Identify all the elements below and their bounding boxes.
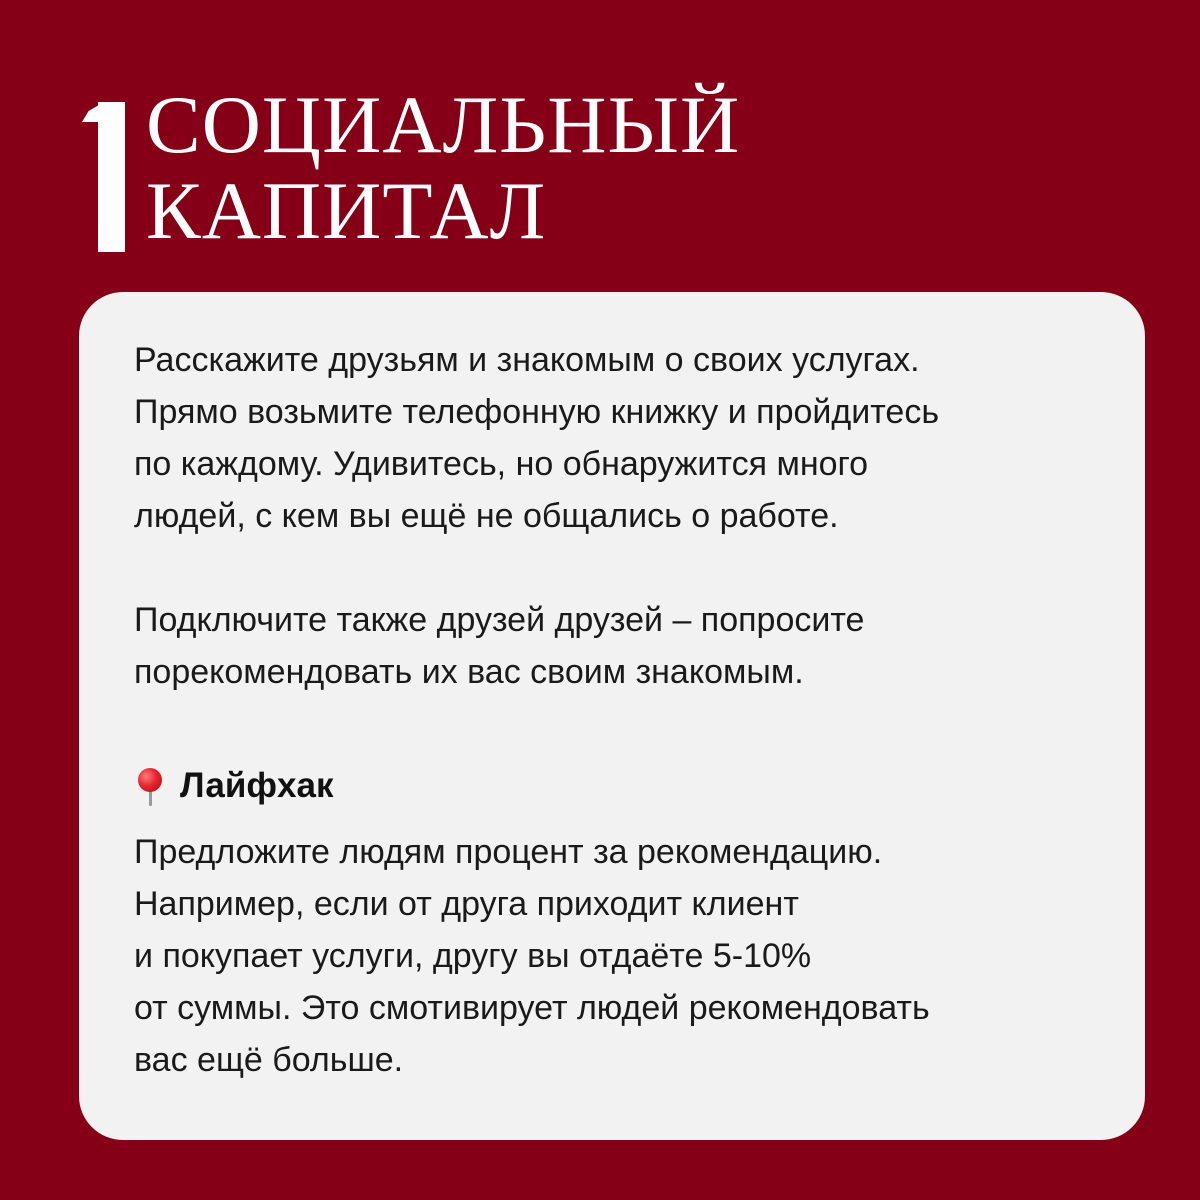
header [80,80,1120,260]
number-bar-shape [98,102,125,252]
page-title-line-1: СОЦИАЛЬНЫЙ [146,79,741,170]
paragraph-lifehack [134,826,1124,1086]
spacer [134,542,1124,594]
pushpin-head [138,768,162,792]
text-line: по каждому. Удивитесь, но обнаружится много [134,445,869,483]
text-line: Предложите людям процент за рекомендацию. [134,833,883,871]
text-line: Например, если от друга приходит клиент [134,885,799,923]
content-card [79,292,1145,1140]
text-line: порекомендовать их вас своим знакомым. [134,653,804,691]
spacer [134,698,1124,760]
text-line: Прямо возьмите телефонную книжку и пройдитесь [134,393,940,431]
page-title-line-2: КАПИТАЛ [146,165,547,256]
card-content [134,334,1124,1086]
text-line: вас ещё больше. [134,1041,404,1079]
paragraph-intro [134,334,1124,542]
text-line: Расскажите друзьям и знакомым о своих услугах. [134,341,920,379]
pushpin-needle [149,790,152,806]
text-line: от суммы. Это смотивирует людей рекомендовать [134,989,930,1027]
lifehack-heading [134,760,1124,812]
pushpin-icon [134,764,168,808]
text-line: людей, с кем вы ещё не общались о работе. [134,497,839,535]
paragraph-friends [134,594,1124,698]
section-number [80,88,140,254]
text-line: и покупает услуги, другу вы отдаёте 5-10% [134,937,812,975]
text-line: Подключите также друзей друзей – попросите [134,601,865,639]
lifehack-title: Лайфхак [180,766,334,805]
